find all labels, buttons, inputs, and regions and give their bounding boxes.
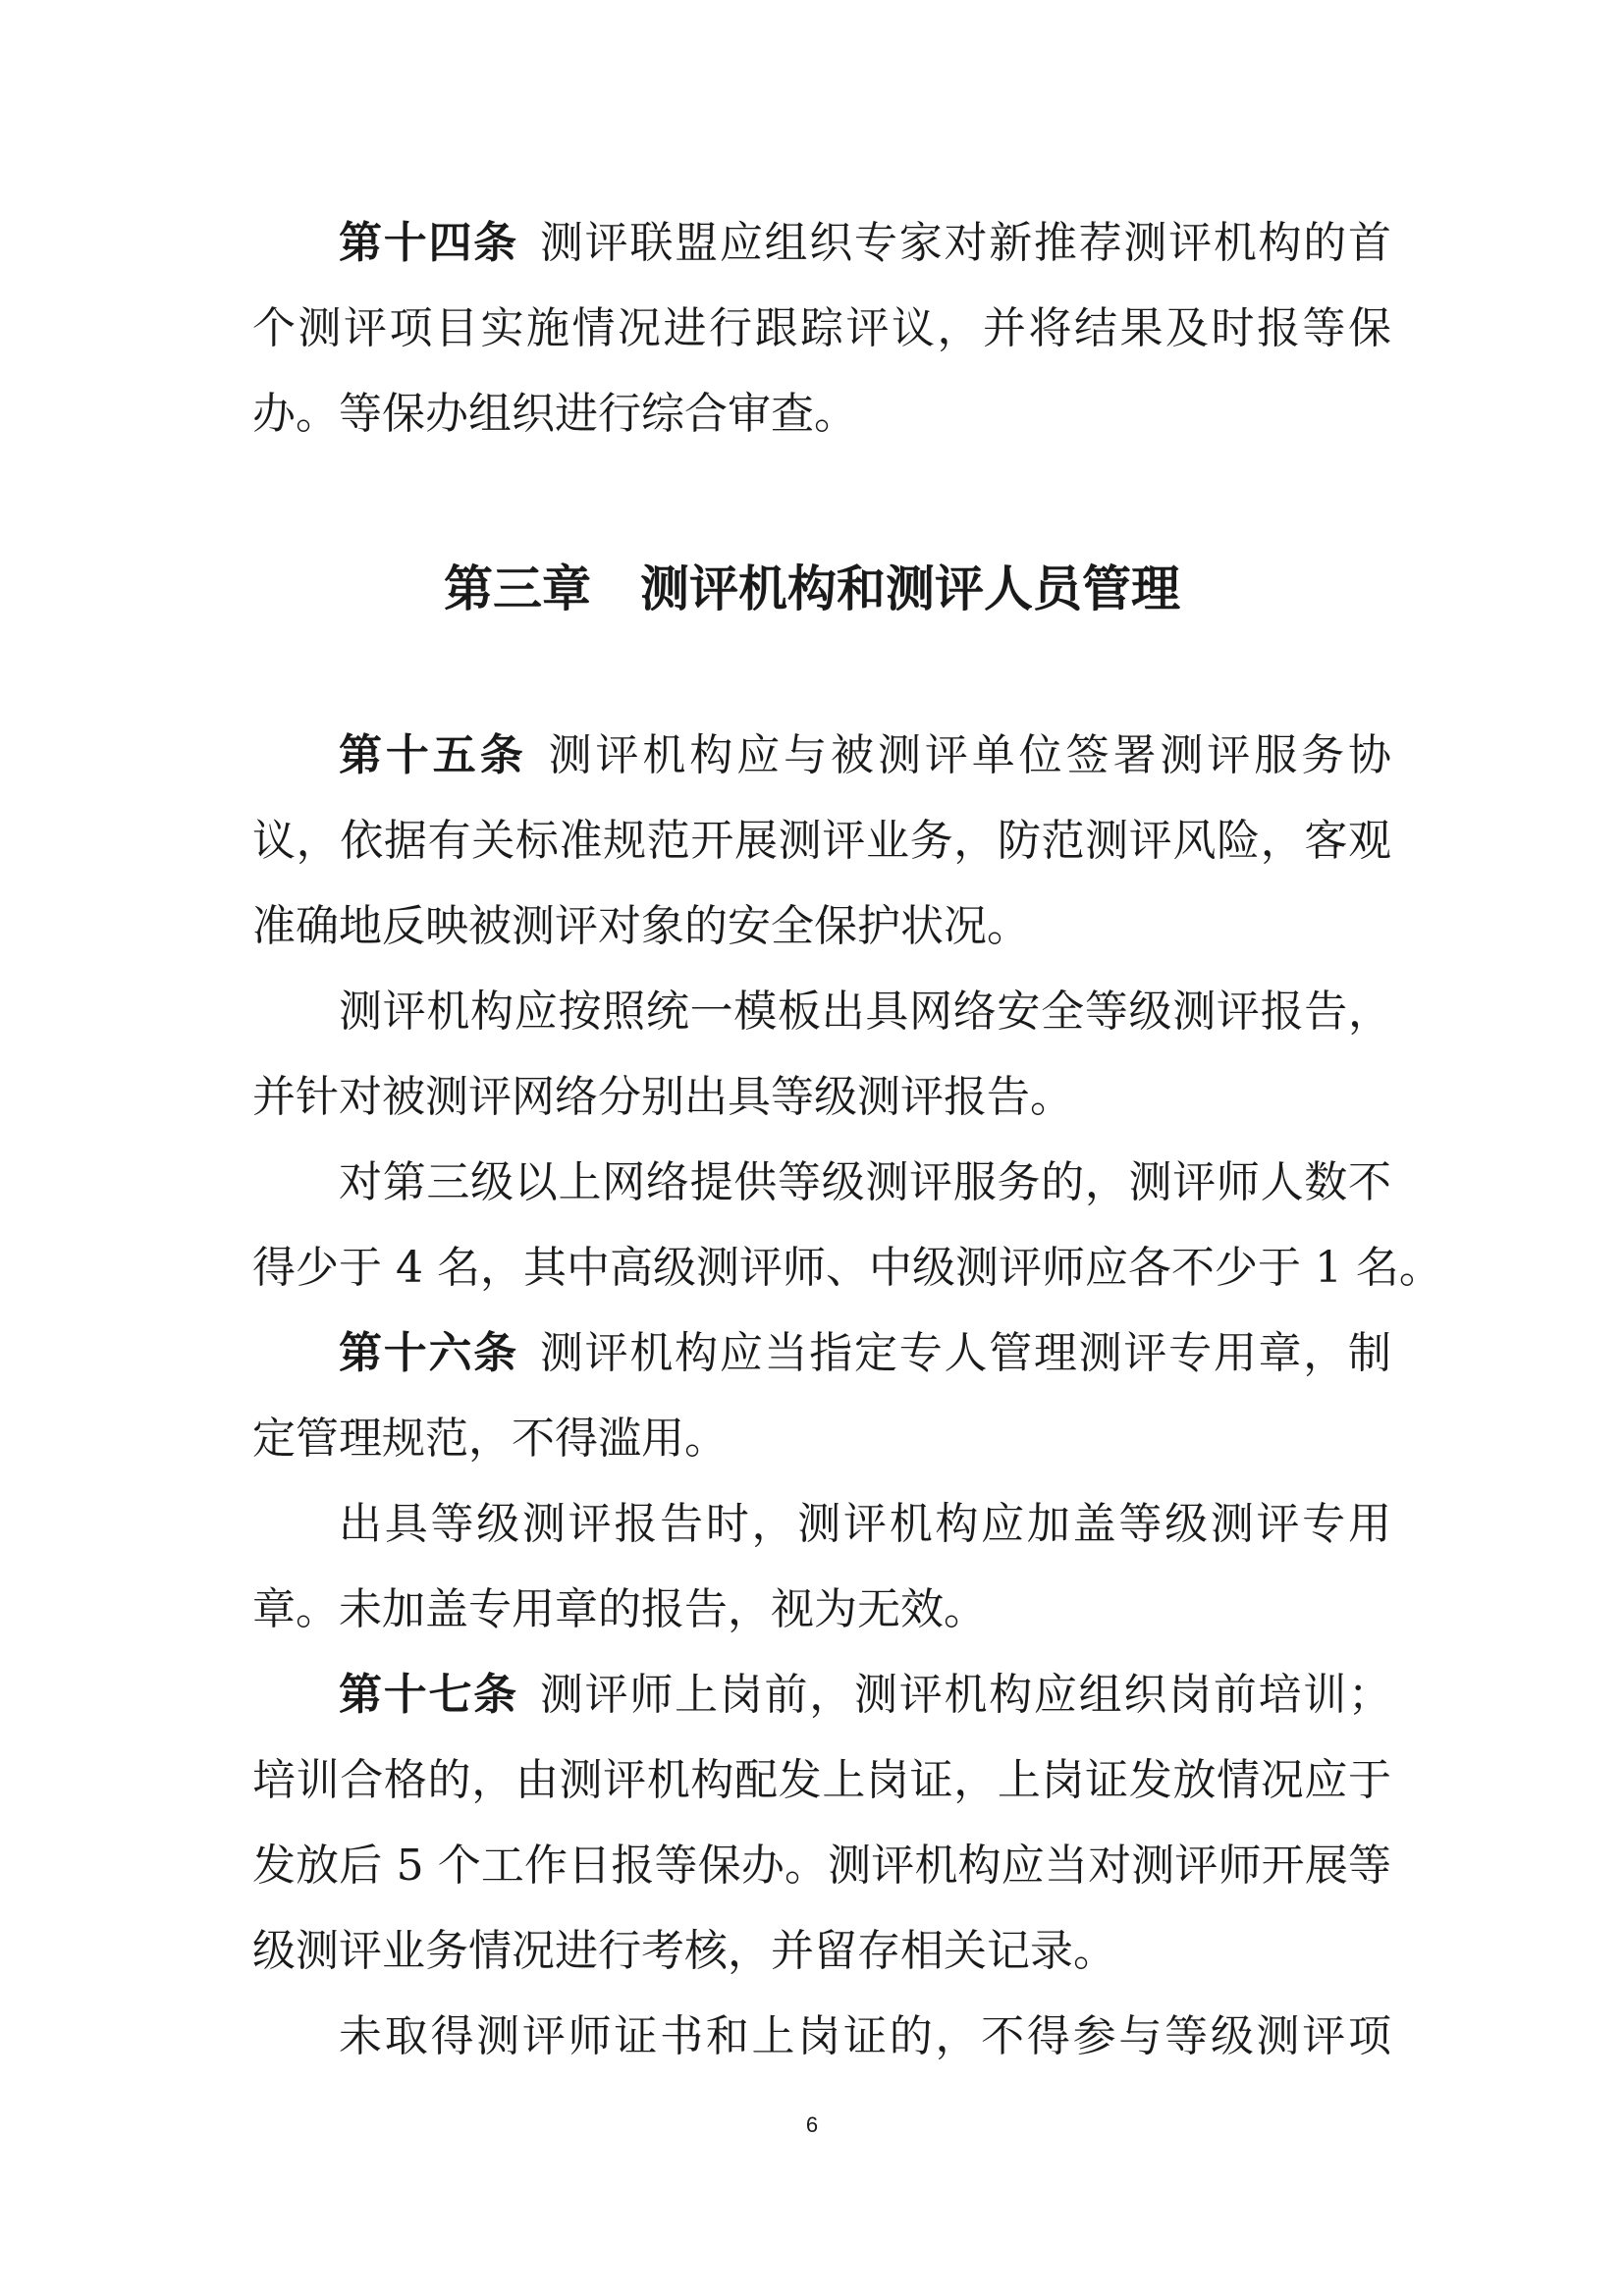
article17-line-1 bbox=[339, 1666, 1391, 1725]
article15-p3-line-2: 得少于 4 名，其中高级测评师、中级测评师应各不少于 1 名。 bbox=[252, 1243, 1442, 1293]
article14-line-1 bbox=[339, 214, 1391, 273]
article14-text-1: 测评联盟应组织专家对新推荐测评机构的首 bbox=[539, 218, 1392, 268]
article15-line-1 bbox=[339, 726, 1391, 785]
article15-p3-line-1: 对第三级以上网络提供等级测评服务的，测评师人数不 bbox=[339, 1157, 1391, 1207]
article16-line-2: 定管理规范，不得滥用。 bbox=[252, 1414, 728, 1464]
article17-text-1: 测评师上岗前，测评机构应组织岗前培训； bbox=[539, 1670, 1392, 1720]
article14-line-3: 办。等保办组织进行综合审查。 bbox=[252, 389, 857, 439]
article16-label: 第十六条 bbox=[339, 1328, 518, 1378]
article15-p2-line-1: 测评机构应按照统一模板出具网络安全等级测评报告， bbox=[339, 987, 1391, 1037]
article16-text-1: 测评机构应当指定专人管理测评专用章，制 bbox=[539, 1328, 1392, 1378]
article17-line-3: 发放后 5 个工作日报等保办。测评机构应当对测评师开展等 bbox=[252, 1841, 1391, 1891]
article17-line-2: 培训合格的，由测评机构配发上岗证，上岗证发放情况应于 bbox=[252, 1755, 1391, 1805]
article17-label: 第十七条 bbox=[339, 1670, 518, 1720]
article15-text-1: 测评机构应与被测评单位签署测评服务协 bbox=[548, 730, 1392, 780]
article15-line-2: 议，依据有关标准规范开展测评业务，防范测评风险，客观 bbox=[252, 816, 1391, 866]
article17-p2-line-1: 未取得测评师证书和上岗证的，不得参与等级测评项 bbox=[339, 2011, 1391, 2061]
article14-line-2: 个测评项目实施情况进行跟踪评议，并将结果及时报等保 bbox=[252, 303, 1391, 353]
page-number: 6 bbox=[805, 2112, 819, 2137]
article17-line-4: 级测评业务情况进行考核，并留存相关记录。 bbox=[252, 1926, 1116, 1976]
chapter-heading: 第三章 测评机构和测评人员管理 bbox=[444, 561, 1180, 617]
article15-label: 第十五条 bbox=[339, 730, 527, 780]
article15-p2-line-2: 并针对被测评网络分别出具等级测评报告。 bbox=[252, 1072, 1073, 1122]
article14-label: 第十四条 bbox=[339, 218, 518, 268]
article16-p2-line-1: 出具等级测评报告时，测评机构应加盖等级测评专用 bbox=[339, 1499, 1391, 1549]
article16-p2-line-2: 章。未加盖专用章的报告，视为无效。 bbox=[252, 1584, 987, 1634]
article16-line-1 bbox=[339, 1324, 1391, 1383]
article15-line-3: 准确地反映被测评对象的安全保护状况。 bbox=[252, 901, 1030, 951]
